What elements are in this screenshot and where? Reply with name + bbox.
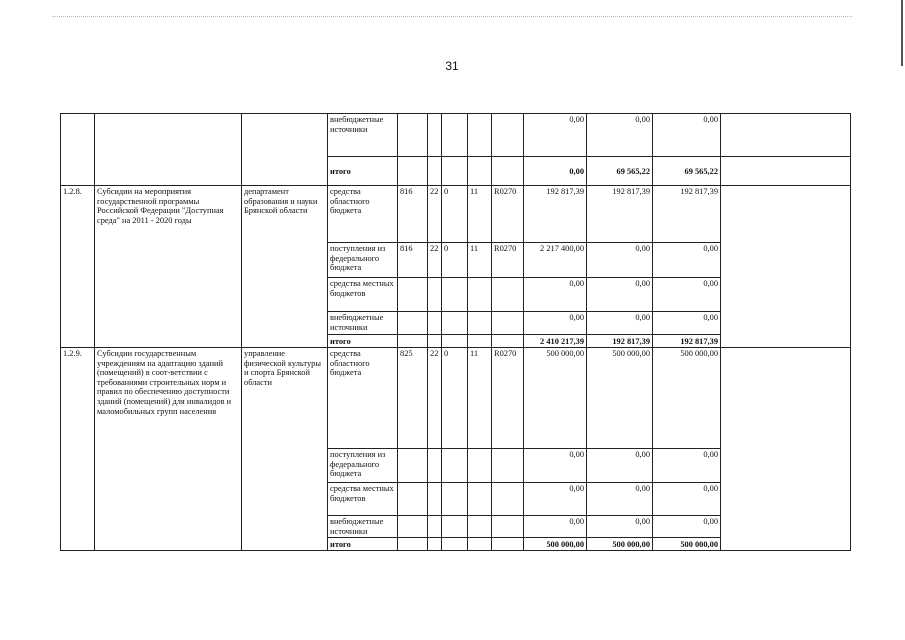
name-cell bbox=[95, 114, 242, 186]
value-cell: 192 817,39 bbox=[653, 186, 721, 243]
value-cell: 192 817,39 bbox=[587, 186, 653, 243]
value-cell: 192 817,39 bbox=[587, 335, 653, 348]
value-cell: 0,00 bbox=[587, 483, 653, 516]
csr-cell bbox=[492, 278, 524, 312]
source-cell: внебюджетные источники bbox=[328, 312, 398, 335]
grbs-cell bbox=[398, 278, 428, 312]
pod-cell bbox=[468, 516, 492, 538]
number-cell: 1.2.9. bbox=[61, 348, 95, 551]
empty-cell bbox=[721, 157, 851, 186]
pod-cell bbox=[468, 114, 492, 157]
value-cell: 0,00 bbox=[653, 483, 721, 516]
empty-cell bbox=[721, 114, 851, 157]
pr-cell bbox=[442, 449, 468, 483]
grbs-cell: 825 bbox=[398, 348, 428, 449]
csr-cell bbox=[492, 483, 524, 516]
value-cell: 192 817,39 bbox=[653, 335, 721, 348]
value-cell: 500 000,00 bbox=[653, 348, 721, 449]
pod-cell bbox=[468, 538, 492, 551]
scan-top-line bbox=[52, 16, 852, 17]
rz-cell: 22 bbox=[428, 243, 442, 278]
rz-cell bbox=[428, 114, 442, 157]
grbs-cell: 816 bbox=[398, 243, 428, 278]
grbs-cell bbox=[398, 114, 428, 157]
table-body bbox=[61, 114, 851, 551]
rz-cell bbox=[428, 538, 442, 551]
name-cell: Субсидии на мероприятия государственной программы Российской Федерации "Доступная среда" на 2011 - 2020 годы bbox=[95, 186, 242, 348]
pod-cell bbox=[468, 449, 492, 483]
value-cell: 500 000,00 bbox=[524, 348, 587, 449]
value-cell: 500 000,00 bbox=[587, 538, 653, 551]
source-cell: итого bbox=[328, 157, 398, 186]
pod-cell: 11 bbox=[468, 243, 492, 278]
csr-cell bbox=[492, 114, 524, 157]
number-cell bbox=[61, 114, 95, 186]
value-cell: 0,00 bbox=[587, 516, 653, 538]
value-cell: 0,00 bbox=[524, 516, 587, 538]
value-cell: 500 000,00 bbox=[524, 538, 587, 551]
rz-cell bbox=[428, 157, 442, 186]
grbs-cell bbox=[398, 312, 428, 335]
grbs-cell: 816 bbox=[398, 186, 428, 243]
pr-cell bbox=[442, 278, 468, 312]
pr-cell: 0 bbox=[442, 186, 468, 243]
grbs-cell bbox=[398, 538, 428, 551]
source-cell: поступления из федерального бюджета bbox=[328, 449, 398, 483]
value-cell: 2 217 400,00 bbox=[524, 243, 587, 278]
name-cell: Субсидии государственным учреждениям на адаптацию зданий (помещений) в соот-ветствии с требованиями строительных норм и правил по обеспечению доступности зданий (помещений) для инвалидов и маломобильных групп населения bbox=[95, 348, 242, 551]
source-cell: средства областного бюджета bbox=[328, 348, 398, 449]
pr-cell bbox=[442, 335, 468, 348]
value-cell: 0,00 bbox=[587, 278, 653, 312]
pr-cell: 0 bbox=[442, 348, 468, 449]
rz-cell bbox=[428, 483, 442, 516]
value-cell: 0,00 bbox=[587, 114, 653, 157]
executor-cell: департамент образования и науки Брянской области bbox=[242, 186, 328, 348]
source-cell: средства областного бюджета bbox=[328, 186, 398, 243]
value-cell: 0,00 bbox=[653, 516, 721, 538]
value-cell: 0,00 bbox=[524, 449, 587, 483]
rz-cell bbox=[428, 278, 442, 312]
value-cell: 0,00 bbox=[653, 243, 721, 278]
value-cell: 69 565,22 bbox=[587, 157, 653, 186]
value-cell: 0,00 bbox=[653, 449, 721, 483]
source-cell: средства местных бюджетов bbox=[328, 483, 398, 516]
grbs-cell bbox=[398, 483, 428, 516]
executor-cell bbox=[242, 114, 328, 186]
pod-cell bbox=[468, 483, 492, 516]
pr-cell bbox=[442, 312, 468, 335]
value-cell: 0,00 bbox=[587, 449, 653, 483]
value-cell: 192 817,39 bbox=[524, 186, 587, 243]
value-cell: 0,00 bbox=[653, 278, 721, 312]
csr-cell bbox=[492, 538, 524, 551]
empty-cell bbox=[721, 348, 851, 551]
rz-cell bbox=[428, 335, 442, 348]
pod-cell bbox=[468, 312, 492, 335]
budget-table bbox=[60, 113, 851, 551]
csr-cell: R0270 bbox=[492, 348, 524, 449]
pr-cell bbox=[442, 483, 468, 516]
source-cell: средства местных бюджетов bbox=[328, 278, 398, 312]
csr-cell: R0270 bbox=[492, 186, 524, 243]
source-cell: внебюджетные источники bbox=[328, 114, 398, 157]
pr-cell bbox=[442, 157, 468, 186]
table-row bbox=[61, 114, 851, 157]
value-cell: 0,00 bbox=[524, 483, 587, 516]
rz-cell bbox=[428, 449, 442, 483]
value-cell: 0,00 bbox=[587, 243, 653, 278]
pr-cell bbox=[442, 114, 468, 157]
executor-cell: управление физической культуры и спорта Брянской области bbox=[242, 348, 328, 551]
value-cell: 0,00 bbox=[653, 312, 721, 335]
csr-cell bbox=[492, 157, 524, 186]
csr-cell bbox=[492, 516, 524, 538]
rz-cell bbox=[428, 516, 442, 538]
rz-cell bbox=[428, 312, 442, 335]
value-cell: 0,00 bbox=[524, 312, 587, 335]
empty-cell bbox=[721, 186, 851, 348]
source-cell: итого bbox=[328, 538, 398, 551]
value-cell: 0,00 bbox=[524, 157, 587, 186]
value-cell: 500 000,00 bbox=[653, 538, 721, 551]
csr-cell: R0270 bbox=[492, 243, 524, 278]
value-cell: 500 000,00 bbox=[587, 348, 653, 449]
grbs-cell bbox=[398, 449, 428, 483]
csr-cell bbox=[492, 449, 524, 483]
rz-cell: 22 bbox=[428, 348, 442, 449]
value-cell: 2 410 217,39 bbox=[524, 335, 587, 348]
value-cell: 0,00 bbox=[524, 114, 587, 157]
scan-edge-mark bbox=[901, 0, 903, 66]
pod-cell bbox=[468, 278, 492, 312]
pr-cell bbox=[442, 538, 468, 551]
value-cell: 0,00 bbox=[587, 312, 653, 335]
table-row bbox=[61, 186, 851, 243]
csr-cell bbox=[492, 335, 524, 348]
source-cell: итого bbox=[328, 335, 398, 348]
number-cell: 1.2.8. bbox=[61, 186, 95, 348]
grbs-cell bbox=[398, 335, 428, 348]
source-cell: поступления из федерального бюджета bbox=[328, 243, 398, 278]
page-number: 31 bbox=[445, 59, 459, 73]
pod-cell bbox=[468, 335, 492, 348]
value-cell: 0,00 bbox=[524, 278, 587, 312]
pod-cell: 11 bbox=[468, 186, 492, 243]
pod-cell: 11 bbox=[468, 348, 492, 449]
value-cell: 0,00 bbox=[653, 114, 721, 157]
pod-cell bbox=[468, 157, 492, 186]
pr-cell: 0 bbox=[442, 243, 468, 278]
source-cell: внебюджетные источники bbox=[328, 516, 398, 538]
rz-cell: 22 bbox=[428, 186, 442, 243]
pr-cell bbox=[442, 516, 468, 538]
grbs-cell bbox=[398, 516, 428, 538]
grbs-cell bbox=[398, 157, 428, 186]
value-cell: 69 565,22 bbox=[653, 157, 721, 186]
csr-cell bbox=[492, 312, 524, 335]
table-row bbox=[61, 348, 851, 449]
